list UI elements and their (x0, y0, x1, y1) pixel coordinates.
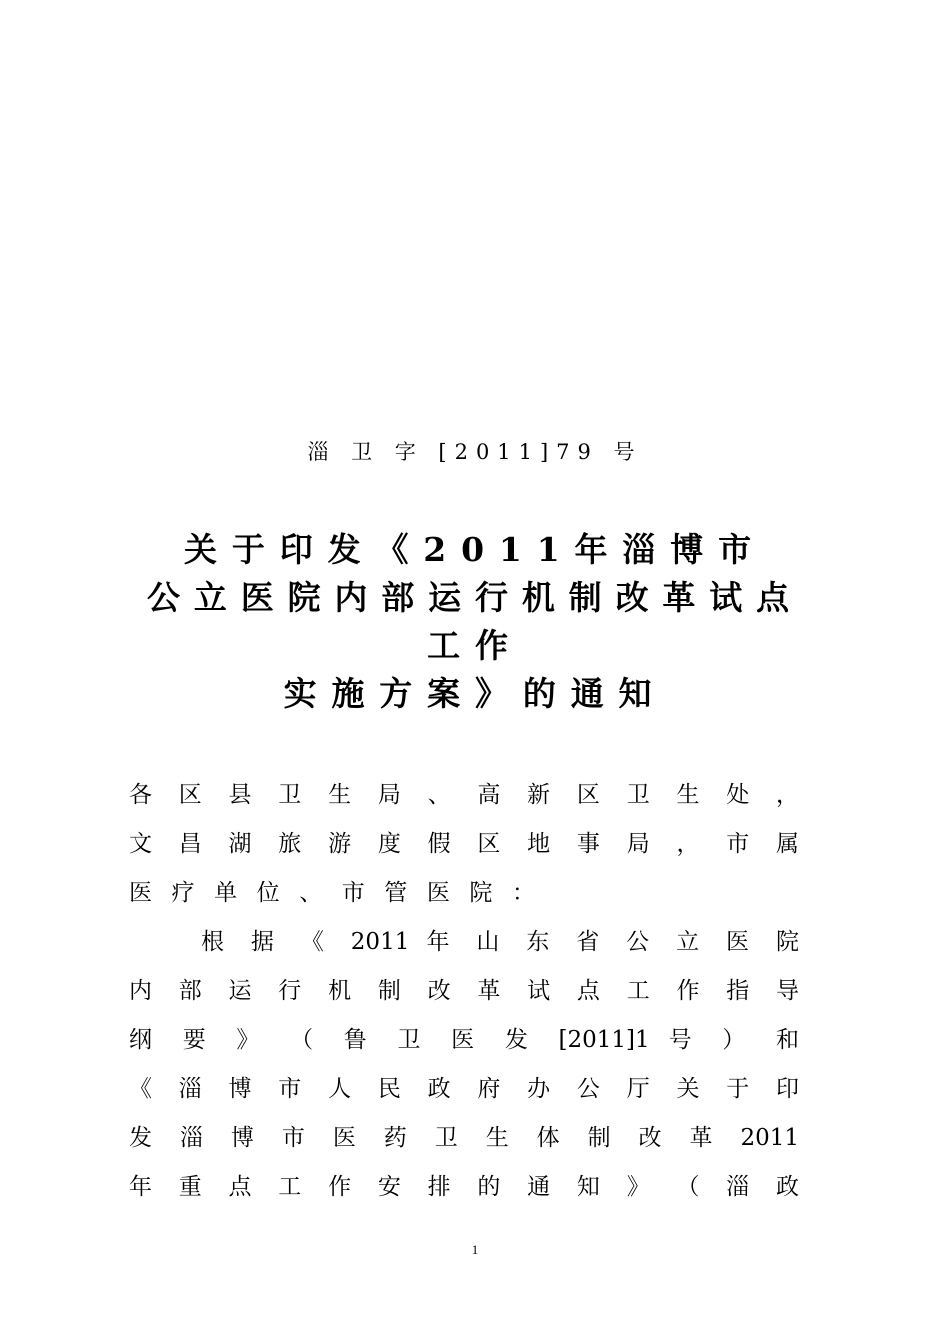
page-number: 1 (471, 1242, 479, 1257)
document-body (129, 771, 799, 1212)
body-line-7: 《 淄 博 市 人 民 政 府 办 公 厅 关 于 印 (129, 1076, 799, 1102)
title-line-2: 公立医院内部运行机制改革试点 (146, 578, 804, 617)
body-line-1: 各 区 县 卫 生 局 、 高 新 区 卫 生 处 ， (129, 782, 799, 808)
body-line-9: 年 重 点 工 作 安 排 的 通 知 》 （ 淄 政 (129, 1174, 799, 1200)
title-line-3: 工作 (427, 626, 523, 665)
body-line-8: 发 淄 博 市 医 药 卫 生 体 制 改 革 2011 (129, 1125, 799, 1151)
document-title (90, 526, 860, 718)
body-line-6: 纲 要 》 （ 鲁 卫 医 发 [2011]1 号 ） 和 (129, 1027, 799, 1053)
body-line-4: 根 据 《 2011 年 山 东 省 公 立 医 院 (201, 929, 799, 955)
title-line-4: 实施方案》的通知 (283, 674, 667, 713)
body-line-2: 文 昌 湖 旅 游 度 假 区 地 事 局 ， 市 属 (129, 831, 799, 857)
body-line-3: 医疗单位、市管医院： (129, 880, 555, 906)
title-line-1: 关于印发《2011年淄博市 (184, 530, 766, 569)
body-line-5: 内 部 运 行 机 制 改 革 试 点 工 作 指 导 (129, 978, 799, 1004)
document-number: 淄 卫 字 [2011]79 号 (307, 440, 643, 464)
